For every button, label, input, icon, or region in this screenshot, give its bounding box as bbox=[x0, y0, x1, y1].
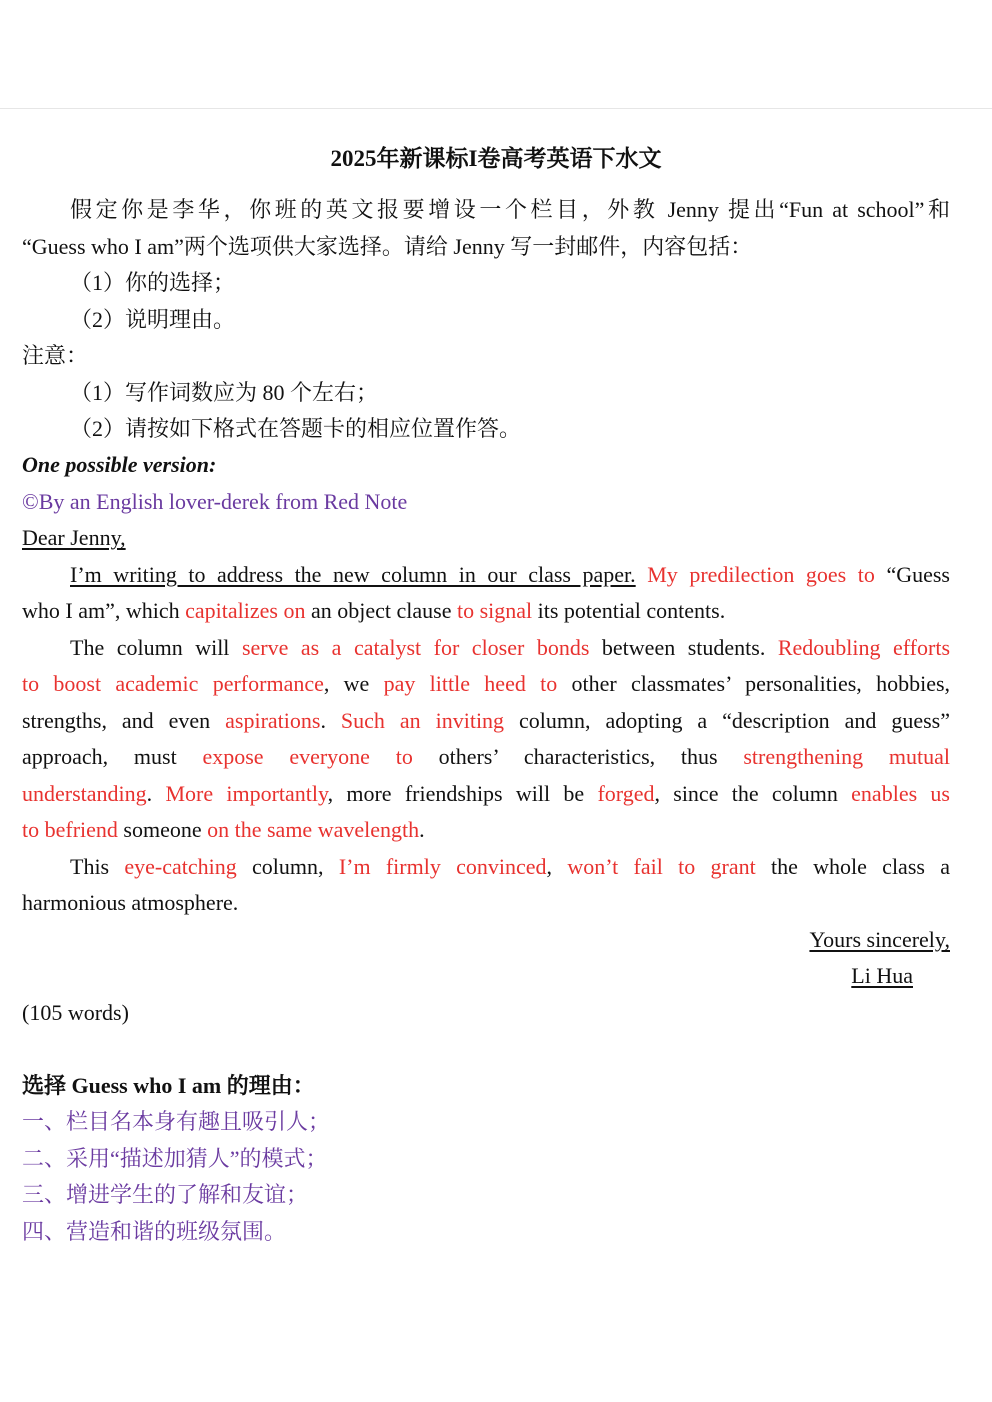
note-item-1: （1）写作词数应为 80 个左右； bbox=[70, 380, 379, 405]
text-run: The column will bbox=[70, 635, 242, 660]
highlight-phrase: understanding bbox=[22, 781, 147, 806]
text-run: . bbox=[320, 708, 341, 733]
reason-item: 四、营造和谐的班级氛围。 bbox=[22, 1219, 287, 1244]
p1-line-1 bbox=[70, 561, 950, 589]
reasons-heading: 选择 Guess who I am 的理由： bbox=[22, 1073, 315, 1098]
p1-line-2 bbox=[22, 597, 950, 625]
prompt-item-1: （1）你的选择； bbox=[70, 270, 236, 295]
highlight-phrase: serve as a catalyst for closer bonds bbox=[241, 635, 590, 660]
text-run: , we bbox=[323, 671, 384, 696]
reason-item: 二、采用“描述加猜人”的模式； bbox=[22, 1146, 328, 1171]
highlight-phrase: on the same wavelength bbox=[207, 817, 420, 842]
highlight-phrase: Redoubling efforts bbox=[777, 635, 951, 660]
text-run: column, bbox=[236, 854, 339, 879]
note-label: 注意： bbox=[22, 343, 89, 368]
highlight-phrase: to signal bbox=[456, 598, 533, 623]
text-run: . bbox=[419, 817, 425, 842]
p2-line-1 bbox=[70, 634, 950, 662]
highlight-phrase: eye-catching bbox=[124, 854, 237, 879]
p2-line-2 bbox=[22, 670, 950, 698]
p2-line-6 bbox=[22, 816, 950, 844]
p2-line-4 bbox=[22, 743, 950, 771]
p1-opening-sentence: I’m writing to address the new column in our class paper. bbox=[70, 562, 636, 587]
highlight-phrase: aspirations bbox=[225, 708, 321, 733]
text-run: , more friendships will be bbox=[327, 781, 598, 806]
text-run: , since the column bbox=[654, 781, 852, 806]
text-run: This bbox=[70, 854, 125, 879]
p3-line-2: harmonious atmosphere. bbox=[22, 890, 239, 915]
text-run: who I am”, which bbox=[22, 598, 186, 623]
text-run: between students. bbox=[589, 635, 778, 660]
page-title: 2025年新课标I卷高考英语下水文 bbox=[330, 146, 662, 171]
letter-signature bbox=[22, 962, 913, 990]
highlight-phrase: pay little heed to bbox=[383, 671, 558, 696]
highlight-phrase: to boost academic performance bbox=[22, 671, 324, 696]
text-run: strengths, and even bbox=[22, 708, 226, 733]
text-run: , bbox=[546, 854, 568, 879]
note-item-2: （2）请按如下格式在答题卡的相应位置作答。 bbox=[70, 416, 522, 441]
signature-text: Li Hua bbox=[851, 963, 913, 988]
highlight-phrase: to befriend bbox=[22, 817, 118, 842]
prompt-line-1: 假定你是李华，你班的英文报要增设一个栏目，外教 Jenny 提出“Fun at school”和 bbox=[70, 197, 950, 222]
text-run: approach, must bbox=[22, 744, 203, 769]
closing-text: Yours sincerely, bbox=[809, 927, 950, 952]
text-run: someone bbox=[117, 817, 208, 842]
highlight-phrase: strengthening mutual bbox=[743, 744, 951, 769]
highlight-phrase: More importantly bbox=[165, 781, 328, 806]
highlight-phrase: My predilection goes to bbox=[635, 562, 875, 587]
text-run: an object clause bbox=[305, 598, 457, 623]
text-run: column, adopting a “description and guess” bbox=[504, 708, 951, 733]
version-label: One possible version: bbox=[22, 452, 217, 477]
text-run: others’ characteristics, thus bbox=[412, 744, 744, 769]
p2-line-5 bbox=[22, 780, 950, 808]
highlight-phrase: enables us bbox=[851, 781, 950, 806]
word-count: (105 words) bbox=[22, 1000, 129, 1025]
text-run: other classmates’ personalities, hobbies, bbox=[557, 671, 951, 696]
reason-item: 一、栏目名本身有趣且吸引人； bbox=[22, 1109, 331, 1134]
prompt-item-2: （2）说明理由。 bbox=[70, 307, 236, 332]
highlight-phrase: I’m firmly convinced bbox=[338, 854, 547, 879]
credit-line: ©By an English lover-derek from Red Note bbox=[22, 489, 408, 514]
highlight-phrase: capitalizes on bbox=[185, 598, 306, 623]
text-run: “Guess bbox=[874, 562, 950, 587]
text-run: the whole class a bbox=[755, 854, 950, 879]
letter-closing bbox=[22, 926, 950, 954]
p2-line-3 bbox=[22, 707, 950, 735]
prompt-line-2: “Guess who I am”两个选项供大家选择。请给 Jenny 写一封邮件，内容包括： bbox=[22, 234, 753, 259]
highlight-phrase: expose everyone to bbox=[202, 744, 413, 769]
top-divider bbox=[0, 108, 992, 109]
p3-line-1 bbox=[70, 853, 950, 881]
text-run: its potential contents. bbox=[532, 598, 726, 623]
text-run: . bbox=[146, 781, 166, 806]
highlight-phrase: Such an inviting bbox=[340, 708, 505, 733]
letter-greeting: Dear Jenny, bbox=[22, 525, 126, 550]
highlight-phrase: forged bbox=[597, 781, 655, 806]
highlight-phrase: won’t fail to grant bbox=[567, 854, 756, 879]
reason-item: 三、增进学生的了解和友谊； bbox=[22, 1182, 309, 1207]
